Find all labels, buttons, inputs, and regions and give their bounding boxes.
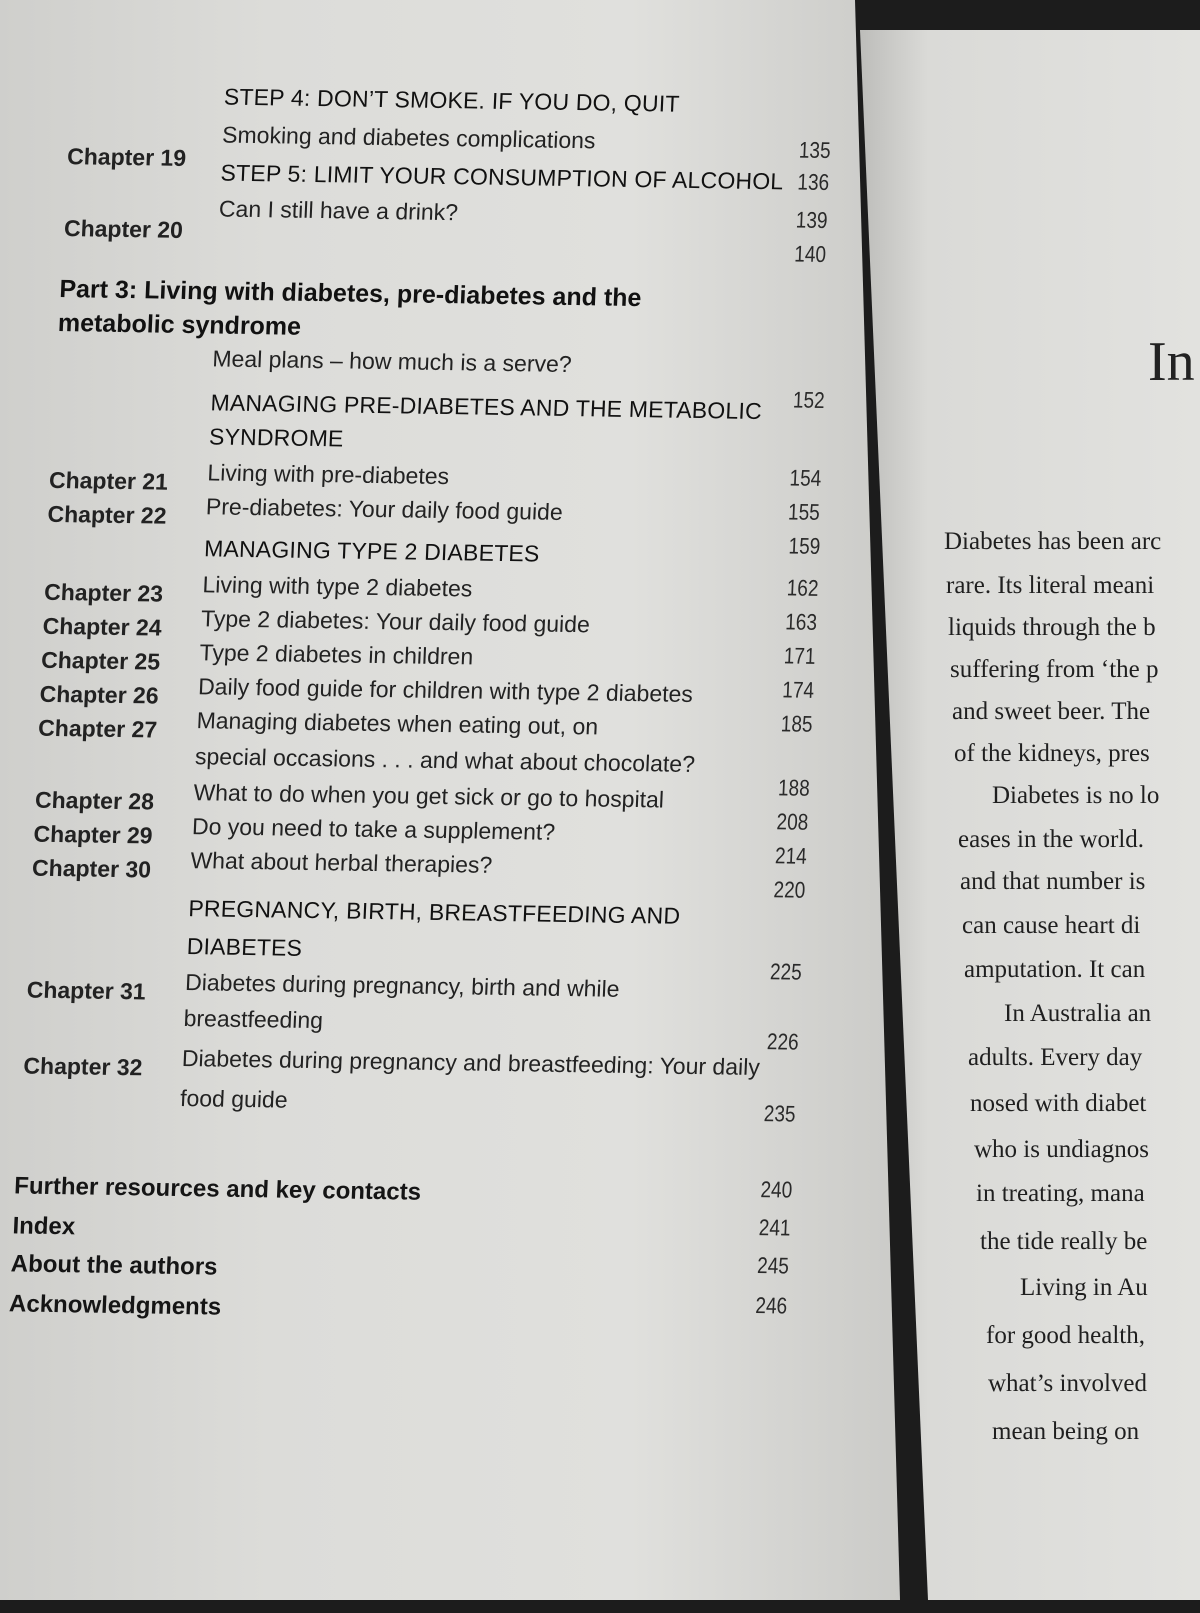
body-line: can cause heart di bbox=[962, 912, 1141, 939]
toc-chapter-title: Type 2 diabetes: Your daily food guide bbox=[200, 605, 591, 638]
toc-heading-pregnancy-2: DIABETES bbox=[186, 933, 303, 961]
toc-back-further-resources: Further resources and key contacts bbox=[13, 1172, 422, 1206]
body-line: and that number is bbox=[960, 868, 1146, 895]
toc-heading-managing-pre: MANAGING PRE-DIABETES AND THE METABOLIC bbox=[209, 389, 763, 425]
toc-chapter-title-cont: breastfeeding bbox=[183, 1005, 324, 1034]
toc-back-acknowledgments: Acknowledgments bbox=[8, 1290, 222, 1321]
body-line: what’s involved bbox=[988, 1370, 1148, 1397]
toc-chapter-label: Chapter 27 bbox=[37, 714, 158, 743]
body-line: nosed with diabet bbox=[970, 1090, 1147, 1117]
toc-chapter-title: Diabetes during pregnancy and breastfeeding: Your daily bbox=[181, 1044, 761, 1081]
toc-chapter-label: Chapter 31 bbox=[26, 976, 147, 1005]
toc-chapter-title: Managing diabetes when eating out, on bbox=[196, 707, 599, 740]
toc-page-number: 163 bbox=[784, 610, 818, 636]
toc-page-number: 171 bbox=[783, 644, 817, 670]
body-line: adults. Every day bbox=[968, 1044, 1143, 1071]
toc-back-about-authors: About the authors bbox=[10, 1250, 219, 1281]
toc-chapter-label: Chapter 32 bbox=[22, 1052, 143, 1081]
toc-page-number: 226 bbox=[766, 1029, 800, 1056]
toc-page-number: 220 bbox=[773, 878, 806, 904]
toc-page-number: 246 bbox=[754, 1293, 788, 1320]
toc-page-number: 214 bbox=[774, 844, 808, 870]
toc-page-number: 240 bbox=[759, 1177, 793, 1204]
toc-page-number: 155 bbox=[787, 500, 821, 526]
body-line: rare. Its literal meani bbox=[946, 572, 1155, 599]
toc-page-number: 245 bbox=[756, 1253, 790, 1280]
toc-heading-managing-t2: MANAGING TYPE 2 DIABETES bbox=[203, 535, 541, 567]
toc-chapter-title: Living with pre-diabetes bbox=[206, 459, 450, 490]
toc-chapter-label: Chapter 20 bbox=[63, 215, 184, 243]
toc-chapter-title: Can I still have a drink? bbox=[218, 195, 459, 226]
toc-chapter-label: Chapter 30 bbox=[31, 854, 152, 883]
toc-back-index: Index bbox=[11, 1212, 76, 1241]
part-title-line1: Part 3: Living with diabetes, pre-diabetes and the bbox=[58, 274, 643, 313]
toc-chapter-label: Chapter 22 bbox=[47, 500, 168, 529]
part-title-line2: metabolic syndrome bbox=[57, 308, 302, 341]
toc-chapter-title: What about herbal therapies? bbox=[190, 847, 493, 878]
toc-page-number: 241 bbox=[758, 1215, 792, 1242]
toc-heading-step4: STEP 4: DON’T SMOKE. IF YOU DO, QUIT bbox=[223, 83, 681, 117]
toc-heading-pregnancy: PREGNANCY, BIRTH, BREASTFEEDING AND bbox=[187, 895, 681, 929]
body-line: In Australia an bbox=[1004, 1000, 1152, 1027]
toc-page-number: 225 bbox=[769, 960, 803, 986]
toc-page-number: 174 bbox=[781, 678, 815, 704]
toc-chapter-title: Daily food guide for children with type 2 diabetes bbox=[197, 673, 694, 707]
toc-chapter-title: Type 2 diabetes in children bbox=[199, 639, 474, 670]
toc-page-number: 140 bbox=[793, 242, 827, 268]
toc-chapter-label: Chapter 28 bbox=[34, 786, 155, 815]
body-line: who is undiagnos bbox=[974, 1136, 1149, 1163]
toc-chapter-label: Chapter 25 bbox=[40, 646, 161, 675]
body-line: liquids through the b bbox=[948, 614, 1156, 641]
body-line: of the kidneys, pres bbox=[954, 740, 1150, 767]
toc-page-number: 235 bbox=[763, 1101, 797, 1128]
toc-chapter-title: Diabetes during pregnancy, birth and while bbox=[184, 969, 621, 1002]
toc-chapter-title: Pre-diabetes: Your daily food guide bbox=[205, 493, 564, 525]
body-line: and sweet beer. The bbox=[952, 698, 1151, 725]
toc-chapter-title-cont: special occasions . . . and what about chocolate? bbox=[194, 743, 696, 778]
toc-page-number: 136 bbox=[796, 170, 830, 197]
toc-heading-managing-pre-2: SYNDROME bbox=[208, 423, 345, 452]
toc-chapter-label: Chapter 24 bbox=[42, 612, 163, 641]
toc-chapter-title: What to do when you get sick or go to hospital bbox=[192, 779, 665, 813]
toc-chapter-label: Chapter 29 bbox=[33, 820, 154, 849]
body-line: amputation. It can bbox=[964, 956, 1146, 983]
toc-page-number: 162 bbox=[786, 576, 819, 602]
toc-chapter-title: Do you need to take a supplement? bbox=[191, 813, 556, 845]
body-line: Diabetes has been arc bbox=[944, 528, 1162, 555]
toc-page-number: 208 bbox=[775, 810, 809, 836]
body-line: suffering from ‘the p bbox=[950, 656, 1159, 683]
body-line: in treating, mana bbox=[976, 1180, 1145, 1207]
body-line: Diabetes is no lo bbox=[992, 782, 1160, 809]
toc-chapter-label: Chapter 23 bbox=[43, 578, 164, 607]
toc-page-number: 154 bbox=[788, 466, 822, 492]
body-line: for good health, bbox=[986, 1322, 1145, 1349]
toc-page-number: 159 bbox=[788, 534, 821, 560]
chapter-heading-fragment: In bbox=[1148, 331, 1195, 393]
toc-chapter-title: Smoking and diabetes complications bbox=[221, 121, 597, 154]
toc-chapter-title-cont: food guide bbox=[179, 1084, 289, 1113]
toc-section-title: Meal plans – how much is a serve? bbox=[211, 345, 573, 378]
toc-page-number: 135 bbox=[798, 138, 832, 165]
toc-heading-step5: STEP 5: LIMIT YOUR CONSUMPTION OF ALCOHOL bbox=[220, 159, 784, 195]
body-line: eases in the world. bbox=[958, 826, 1145, 853]
toc-page-number: 188 bbox=[777, 776, 811, 802]
toc-page-number: 152 bbox=[792, 388, 826, 414]
toc-page-number: 185 bbox=[780, 712, 814, 738]
body-line: Living in Au bbox=[1020, 1274, 1148, 1301]
toc-chapter-label: Chapter 21 bbox=[48, 466, 169, 495]
toc-chapter-title: Living with type 2 diabetes bbox=[202, 571, 473, 602]
body-line: mean being on bbox=[992, 1418, 1140, 1445]
toc-page-number: 139 bbox=[795, 208, 829, 235]
toc-chapter-label: Chapter 19 bbox=[66, 143, 187, 171]
toc-chapter-label: Chapter 26 bbox=[39, 680, 160, 709]
body-line: the tide really be bbox=[980, 1228, 1148, 1255]
